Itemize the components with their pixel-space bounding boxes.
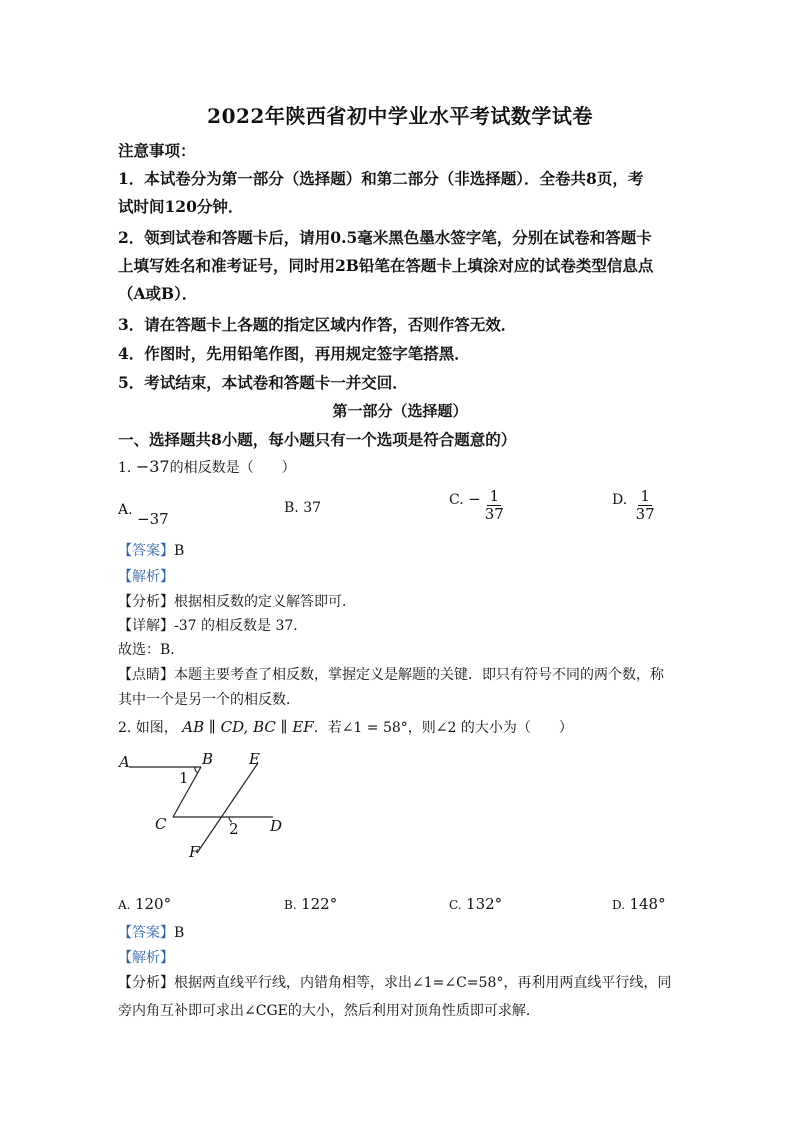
page-title: 2022年陕西省初中学业水平考试数学试卷 (207, 104, 593, 128)
notes-line: （A或B）． (118, 284, 198, 303)
q2-option-a[interactable] (118, 895, 171, 913)
q2-option-d-value: 148° (629, 895, 666, 913)
q2-option-b-value: 122° (301, 895, 338, 913)
label-c: C (155, 815, 167, 833)
fraction-numerator: 1 (489, 487, 500, 505)
q1-xiangjie: 【详解】-37 的相反数是 37． (118, 618, 308, 634)
notes-line: 1．本试卷分为第一部分（选择题）和第二部分（非选择题）．全卷共8页，考 (118, 169, 644, 188)
q1-dianjing-2: 其中一个是另一个的相反数． (118, 692, 300, 708)
q2-stem-text: ．若∠1 = 58°，则∠2 的大小为（ ） (313, 720, 573, 736)
q2-option-d[interactable] (612, 895, 666, 913)
answer-tag: 【答案】 (118, 925, 174, 941)
q1-option-b-label: B. (284, 500, 299, 516)
q1-option-d[interactable] (612, 488, 655, 523)
q2-option-c-value: 132° (466, 895, 503, 913)
notes-line: 试时间120分钟． (118, 197, 244, 216)
q1-option-c[interactable] (449, 488, 504, 523)
q1-guxuan: 故选：B． (118, 642, 185, 658)
q1-answer (118, 540, 184, 560)
label-a: A (119, 753, 130, 771)
fraction-numerator: 1 (640, 487, 650, 505)
answer-tag: 【答案】 (118, 543, 174, 559)
q1-dianjing-1: 【点睛】本题主要考查了相反数，掌握定义是解题的关键．即只有符号不同的两个数，称 (118, 667, 664, 683)
q2-option-c[interactable] (449, 895, 502, 913)
q1-option-c-fraction (485, 488, 504, 523)
answer-value: B (174, 543, 185, 559)
line-ef (197, 763, 258, 853)
section-heading: 一、选择题共8小题，每小题只有一个选项是符合题意的） (118, 430, 517, 449)
label-1: 1 (179, 769, 189, 787)
notes-line: 3．请在答题卡上各题的指定区域内作答，否则作答无效． (118, 315, 517, 334)
q2-option-b-label: B. (284, 898, 297, 912)
label-e: E (249, 750, 260, 768)
label-b: B (202, 750, 214, 768)
part1-heading: 第一部分（选择题） (332, 402, 468, 420)
q2-fenxi-1: 【分析】根据两直线平行线，内错角相等，求出∠1=∠C=58°，再利用两直线平行线，同 (118, 975, 672, 991)
q1-option-a-value: −37 (137, 510, 169, 528)
angle-1-arc (195, 767, 198, 773)
notes-line: 5．考试结束，本试卷和答题卡一并交回． (118, 373, 408, 392)
q2-option-a-value: 120° (134, 895, 172, 913)
q2-option-d-label: D. (612, 898, 626, 912)
q1-option-c-sign: − (468, 489, 481, 508)
label-f: F (189, 843, 200, 861)
q2-number: 2. 如图， (118, 720, 178, 736)
q2-option-b[interactable] (284, 895, 337, 913)
q2-fenxi-2: 旁内角互补即可求出∠CGE的大小，然后利用对顶角性质即可求解． (118, 1003, 540, 1019)
notes-line: 上填写姓名和准考证号，同时用2B铅笔在答题卡上填涂对应的试卷类型信息点 (118, 256, 654, 275)
notes-line: 2．领到试卷和答题卡后，请用0.5毫米黑色墨水签字笔，分别在试卷和答题卡 (118, 228, 652, 247)
q2-answer (118, 922, 184, 942)
q1-number: 1. (118, 460, 132, 476)
answer-value: B (174, 925, 185, 941)
q2-figure (115, 745, 295, 865)
q1-option-a[interactable] (118, 500, 169, 528)
fraction-denominator: 37 (635, 505, 655, 523)
q2-option-c-label: C. (449, 898, 462, 912)
q2-analysis-tag: 【解析】 (118, 950, 174, 966)
q1-option-d-fraction (636, 488, 655, 523)
q1-analysis-tag: 【解析】 (118, 569, 174, 585)
q2-math: AB ∥ CD, BC ∥ EF (182, 718, 314, 736)
q1-option-b-value: 37 (303, 500, 322, 516)
q1-option-d-label: D. (612, 491, 628, 508)
q1-stem-text: 的相反数是（ ） (169, 460, 296, 476)
q1-option-b[interactable] (284, 500, 321, 516)
label-d: D (270, 817, 283, 835)
q1-option-a-label: A. (118, 502, 133, 518)
notes-line: 4．作图时，先用铅笔作图，再用规定签字笔搭黑． (118, 344, 470, 363)
q1-option-c-label: C. (449, 491, 464, 508)
q2-stem (118, 717, 573, 737)
q1-math: −37 (135, 457, 170, 476)
q1-stem (118, 457, 296, 477)
fraction-denominator: 37 (484, 505, 504, 523)
q2-option-a-label: A. (118, 898, 131, 912)
label-2: 2 (229, 820, 239, 838)
notes-heading: 注意事项： (118, 141, 196, 160)
q1-fenxi: 【分析】根据相反数的定义解答即可． (118, 594, 356, 610)
